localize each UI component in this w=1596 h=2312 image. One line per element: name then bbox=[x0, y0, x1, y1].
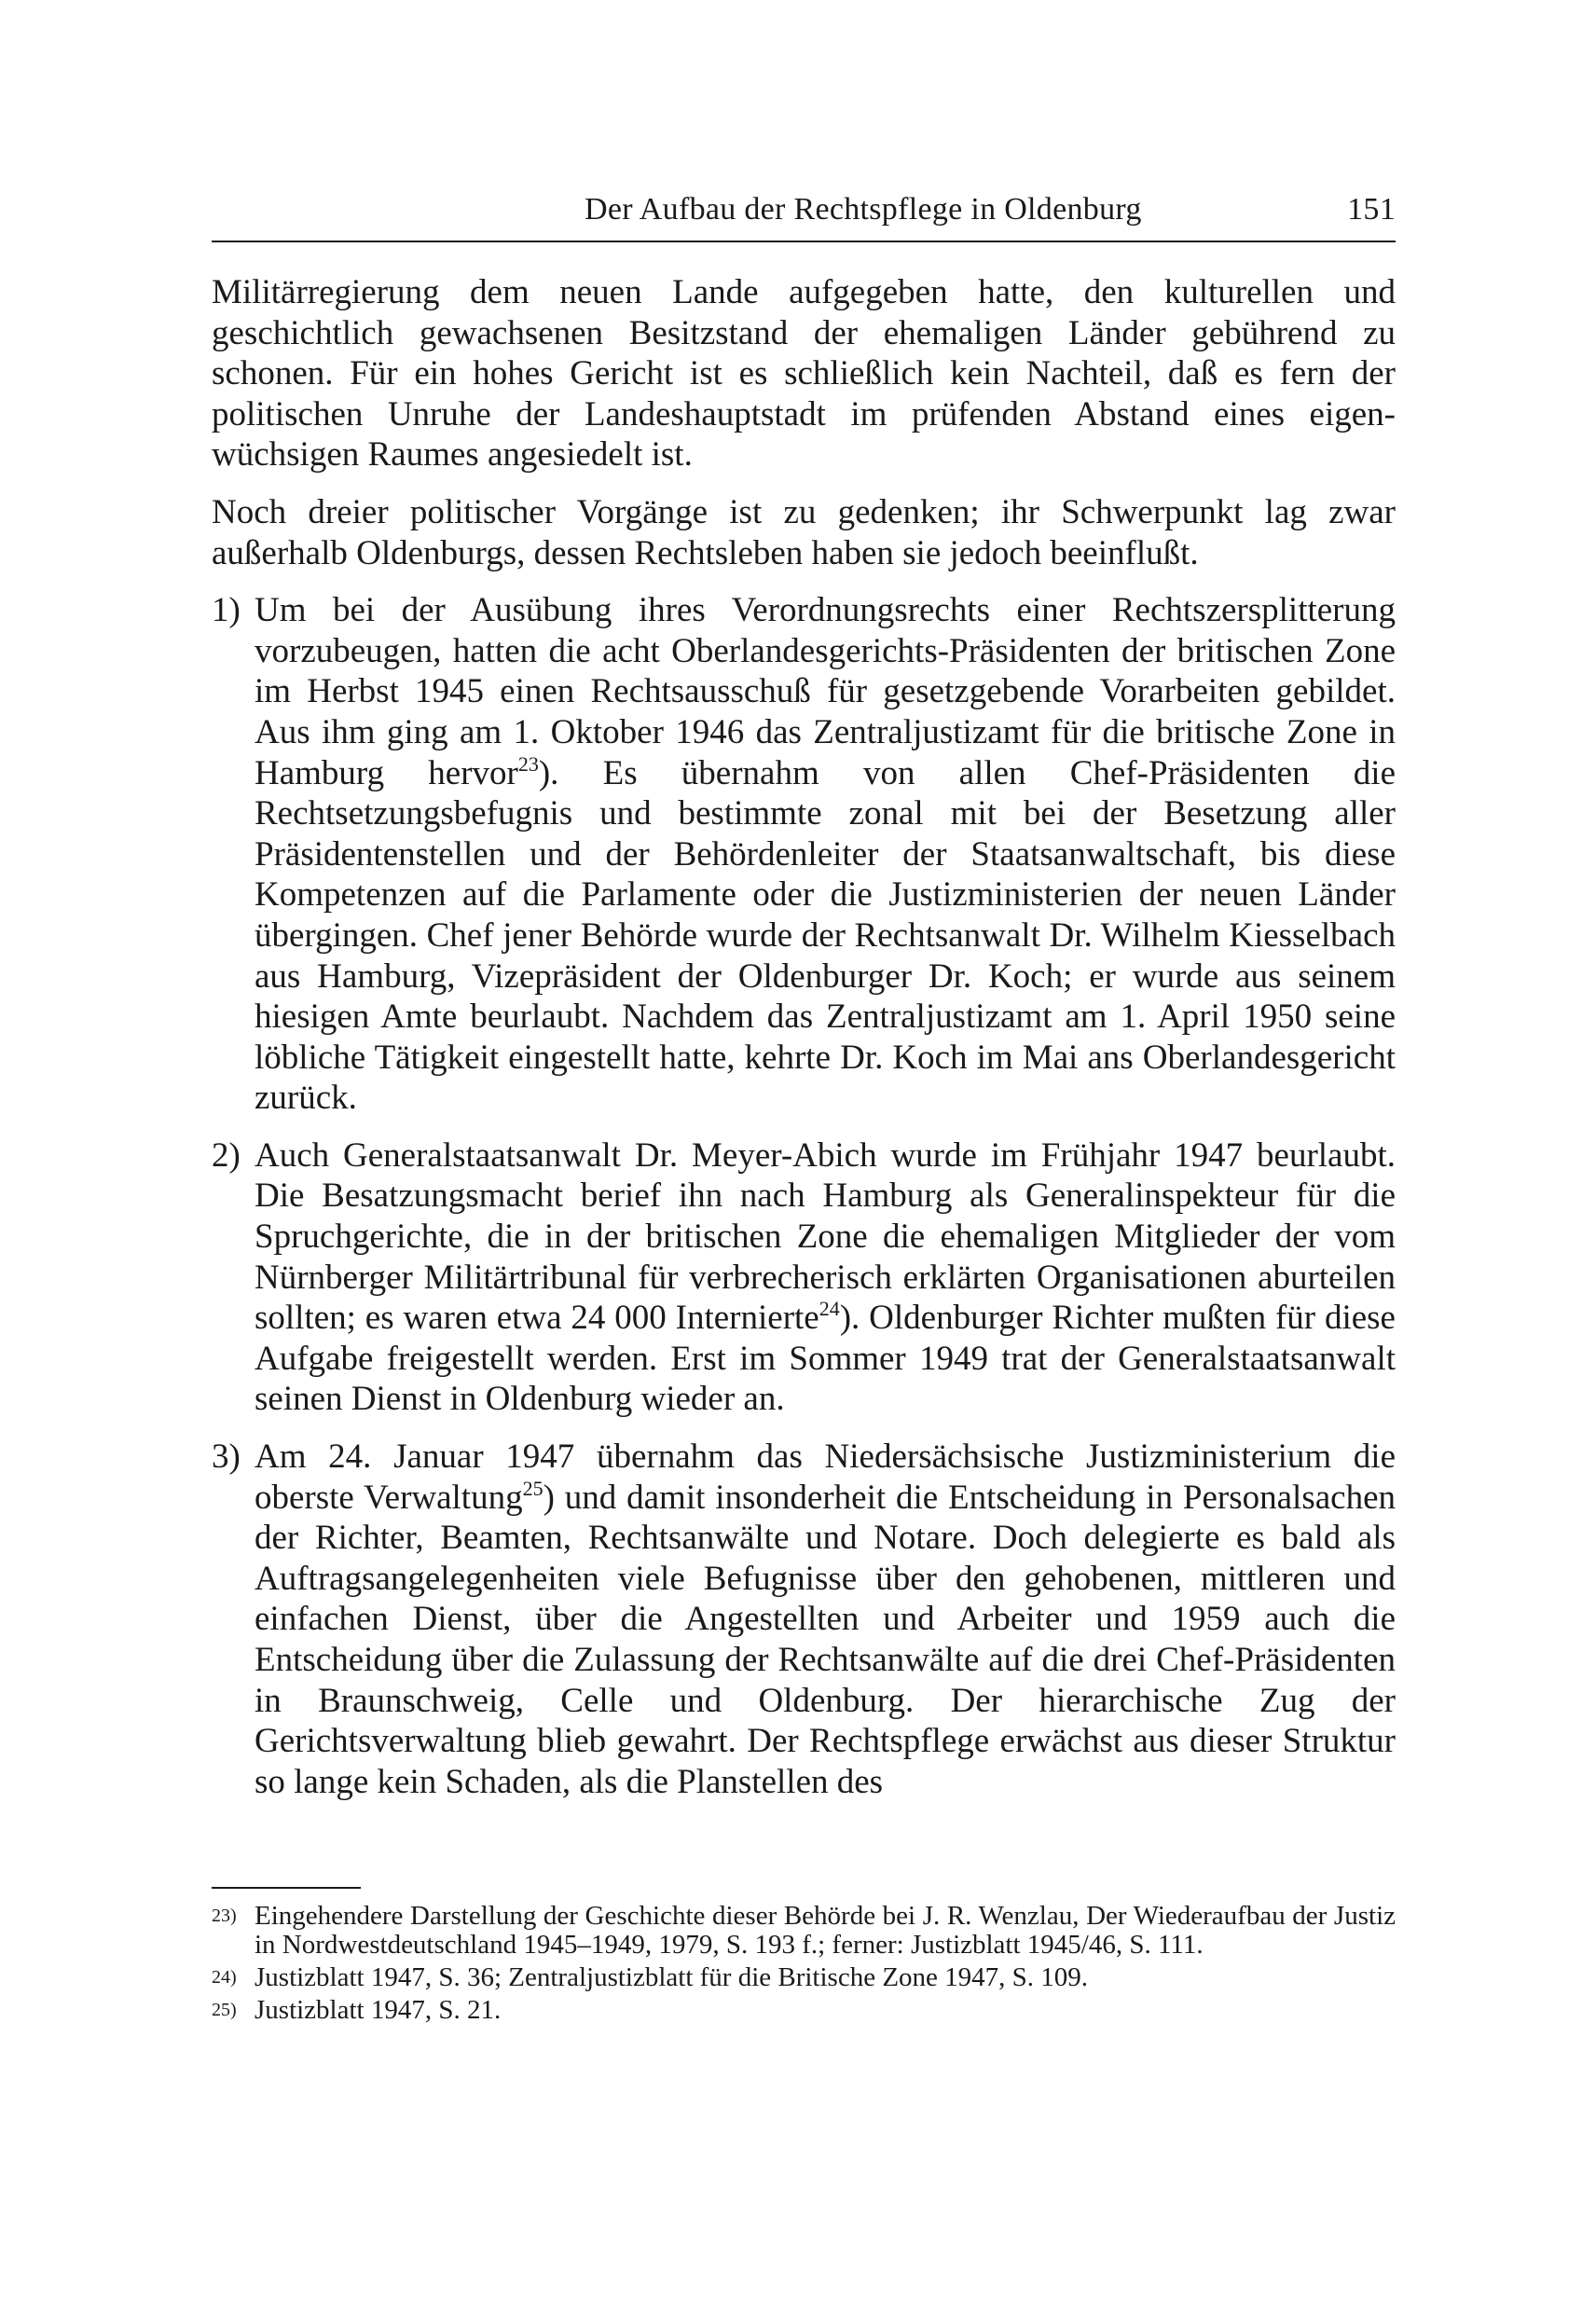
list-item-text bbox=[255, 1135, 1396, 1420]
footnote bbox=[212, 1996, 1396, 2025]
list-item-text bbox=[255, 1437, 1396, 1802]
running-header bbox=[212, 183, 1396, 242]
footnote-number: 25) bbox=[212, 2000, 237, 2020]
footnote-text: Justizblatt 1947, S. 36; Zentraljustizblatt für die Britische Zone 1947, S. 109. bbox=[255, 1962, 1089, 1992]
list-item-text-part: Um bei der Ausübung ihres Verordnungsrechts einer Rechtszersplitterung vorzubeugen, hatten die acht Oberlandesgerichts-Präsidenten der britischen Zone im Herbst 1945 einen Rechtsausschuß für gesetzgebende Vorarbeiten gebildet. Aus ihm ging am 1. Oktober 1946 das Zentraljustizamt für die britische Zone in Hamburg hervor bbox=[255, 591, 1396, 792]
footnote-number: 24) bbox=[212, 1967, 237, 1988]
footnote-reference[interactable]: 23 bbox=[517, 751, 539, 776]
footnote-text: Justizblatt 1947, S. 21. bbox=[255, 1995, 502, 2025]
list-item-number: 1) bbox=[212, 591, 241, 630]
list-item-text bbox=[255, 590, 1396, 1119]
list-item-number: 2) bbox=[212, 1135, 241, 1175]
footnote bbox=[212, 1963, 1396, 1992]
footnote-number: 23) bbox=[212, 1906, 237, 1926]
footnote-reference[interactable]: 24 bbox=[819, 1297, 840, 1321]
footnotes bbox=[212, 1902, 1396, 2029]
list-item bbox=[212, 1437, 1396, 1802]
list-item-text-part: ). Oldenburger Richter mußten für diese Aufgabe freigestellt werden. Erst im Sommer 1949 trat der Generalstaatsanwalt seinen Dienst in Oldenburg wieder an. bbox=[255, 1299, 1396, 1419]
footnote bbox=[212, 1902, 1396, 1960]
list-item-text-part: ) und damit insonderheit die Entscheidung in Personalsachen der Richter, Beamten, Rechtsanwälte und Notare. Doch delegierte es bald als Auftragsangelegenheiten viele Befugnisse über den gehobenen, mittleren und einfachen Dienst, über die Angestellten und Arbeiter und 1959 auch die Entscheidung über die Zulassung der Rechtsanwälte auf die drei Chef-Präsidenten in Braunschweig, Celle und Oldenburg. Der hierarchische Zug der Gerichtsverwaltung blieb gewahrt. Der Rechtspflege erwächst aus dieser Struktur so lange kein Schaden, als die Planstellen des bbox=[255, 1478, 1396, 1801]
footnote-text: Eingehendere Darstellung der Geschichte dieser Behörde bei J. R. Wenzlau, Der Wiederaufbau der Justiz in Nordwestdeutschland 1945–1949, 1979, S. 193 f.; ferner: Justizblatt 1945/46, S. 111. bbox=[255, 1901, 1396, 1960]
paragraph: Noch dreier politischer Vorgänge ist zu gedenken; ihr Schwerpunkt lag zwar außerhalb Oldenburgs, dessen Rechtsleben haben sie jedoch beeinflußt. bbox=[212, 492, 1396, 572]
list-item-text-part: Am 24. Januar 1947 übernahm das Niedersächsische Justizministerium die oberste Verwaltung bbox=[255, 1438, 1396, 1517]
running-header-title: Der Aufbau der Rechtspflege in Oldenburg bbox=[585, 192, 1142, 227]
list-item-number: 3) bbox=[212, 1438, 241, 1477]
list-item bbox=[212, 1135, 1396, 1420]
page-number: 151 bbox=[1347, 192, 1396, 227]
footnote-divider bbox=[212, 1887, 361, 1889]
main-text bbox=[212, 272, 1396, 1819]
paragraph: Militärregierung dem neuen Lande aufgegeben hatte, den kulturellen und geschichtlich gewachsenen Besitzstand der ehemaligen Länder gebührend zu schonen. Für ein hohes Gericht ist es schließlich kein Nachteil, daß es fern der politischen Unruhe der Landeshauptstadt im prüfenden Abstand eines eigenwüchsigen Raumes angesiedelt ist. bbox=[212, 273, 1396, 475]
list-item-text-part: ). Es übernahm von allen Chef-Präsidenten die Rechtsetzungsbefugnis und bestimmte zonal mit bei der Besetzung aller Präsidentenstellen und der Behördenleiter der Staatsanwaltschaft, bis diese Kompetenzen auf die Parlamente oder die Justizministerien der neuen Länder übergingen. Chef jener Behörde wurde der Rechtsanwalt Dr. Wilhelm Kiesselbach aus Hamburg, Vizepräsident der Oldenburger Dr. Koch; er wurde aus seinem hiesigen Amte beurlaubt. Nachdem das Zentraljustizamt am 1. April 1950 seine löbliche Tätigkeit eingestellt hatte, kehrte Dr. Koch im Mai ans Oberlandesgericht zurück. bbox=[255, 753, 1396, 1118]
footnote-reference[interactable]: 25 bbox=[522, 1476, 543, 1500]
list-item-text-part: Auch Generalstaatsanwalt Dr. Meyer-Abich wurde im Frühjahr 1947 beurlaubt. Die Besatzungsmacht berief ihn nach Hamburg als Generalinspekteur für die Spruchgerichte, die in der britischen Zone die ehemaligen Mitglieder der vom Nürnberger Militärtribunal für verbrecherisch erklärten Organisationen aburteilen sollten; es waren etwa 24 000 Internierte bbox=[255, 1135, 1396, 1338]
list-item bbox=[212, 590, 1396, 1119]
